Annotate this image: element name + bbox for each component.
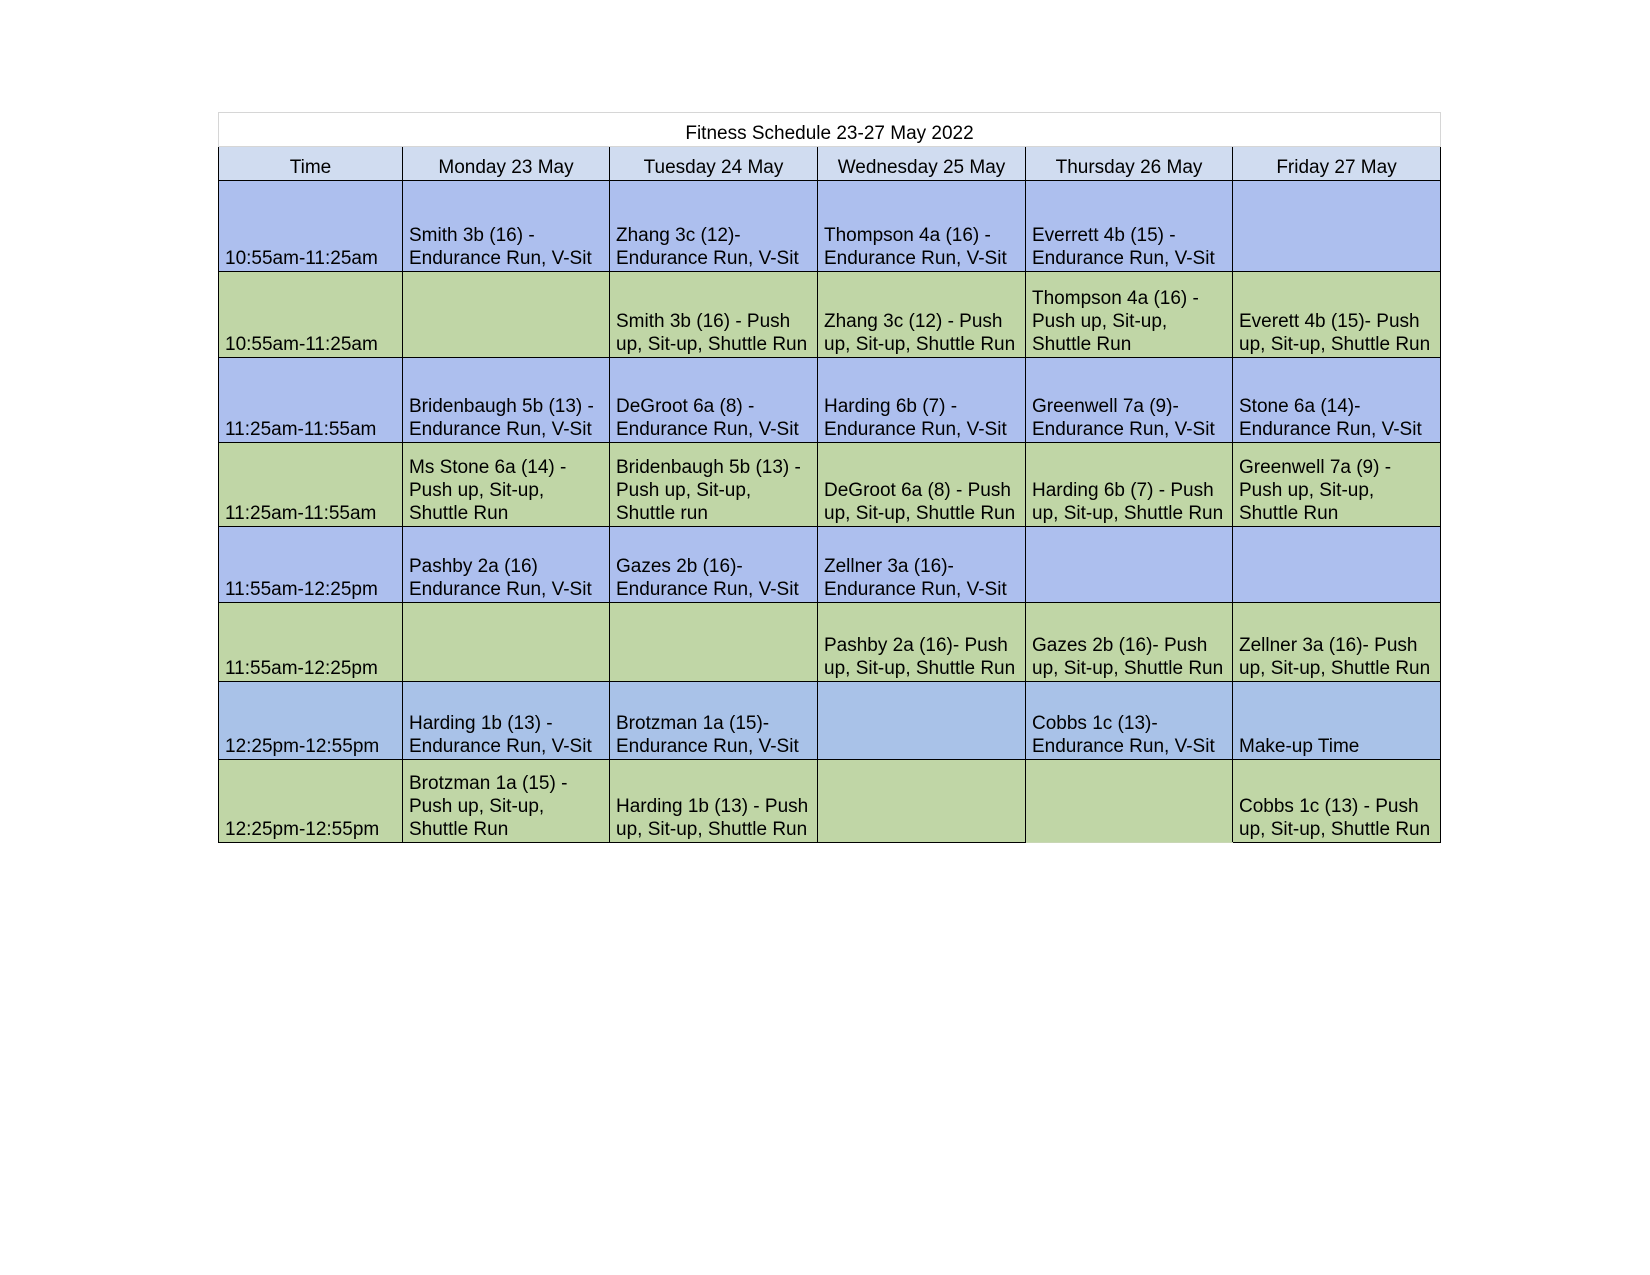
class-cell-tuesday: Bridenbaugh 5b (13) - Push up, Sit-up, Shuttle run [610, 443, 818, 527]
class-cell-monday: Bridenbaugh 5b (13) - Endurance Run, V-Sit [403, 358, 610, 443]
time-slot-cell: 11:25am-11:55am [219, 358, 403, 443]
class-cell-monday: Brotzman 1a (15) - Push up, Sit-up, Shuttle Run [403, 760, 610, 843]
class-cell-thursday: Gazes 2b (16)- Push up, Sit-up, Shuttle Run [1026, 603, 1233, 682]
class-cell-tuesday: Brotzman 1a (15)- Endurance Run, V-Sit [610, 682, 818, 760]
time-slot-cell: 12:25pm-12:55pm [219, 682, 403, 760]
class-cell-tuesday: Gazes 2b (16)- Endurance Run, V-Sit [610, 527, 818, 603]
class-cell-tuesday: Zhang 3c (12)- Endurance Run, V-Sit [610, 181, 818, 272]
class-cell-friday: Stone 6a (14)- Endurance Run, V-Sit [1233, 358, 1441, 443]
time-slot-cell: 10:55am-11:25am [219, 181, 403, 272]
class-cell-friday: Cobbs 1c (13) - Push up, Sit-up, Shuttle Run [1233, 760, 1441, 843]
class-cell-thursday: Harding 6b (7) - Push up, Sit-up, Shuttle Run [1026, 443, 1233, 527]
class-cell-thursday [1026, 527, 1233, 603]
column-header-thursday: Thursday 26 May [1026, 147, 1233, 181]
class-cell-tuesday [610, 603, 818, 682]
time-slot-cell: 12:25pm-12:55pm [219, 760, 403, 843]
class-cell-wednesday: Harding 6b (7) - Endurance Run, V-Sit [818, 358, 1026, 443]
class-cell-wednesday: Zhang 3c (12) - Push up, Sit-up, Shuttle Run [818, 272, 1026, 358]
class-cell-friday: Zellner 3a (16)- Push up, Sit-up, Shuttle Run [1233, 603, 1441, 682]
class-cell-monday: Harding 1b (13) - Endurance Run, V-Sit [403, 682, 610, 760]
time-slot-cell: 11:25am-11:55am [219, 443, 403, 527]
schedule-title: Fitness Schedule 23-27 May 2022 [219, 113, 1441, 147]
class-cell-thursday: Greenwell 7a (9)- Endurance Run, V-Sit [1026, 358, 1233, 443]
class-cell-friday: Everett 4b (15)- Push up, Sit-up, Shuttle Run [1233, 272, 1441, 358]
schedule-row [219, 443, 1441, 527]
class-cell-thursday: Thompson 4a (16) - Push up, Sit-up, Shuttle Run [1026, 272, 1233, 358]
column-header-friday: Friday 27 May [1233, 147, 1441, 181]
class-cell-wednesday: Zellner 3a (16)- Endurance Run, V-Sit [818, 527, 1026, 603]
class-cell-wednesday: Thompson 4a (16) - Endurance Run, V-Sit [818, 181, 1026, 272]
class-cell-monday: Smith 3b (16) - Endurance Run, V-Sit [403, 181, 610, 272]
header-row [219, 147, 1441, 181]
schedule-row [219, 682, 1441, 760]
time-slot-cell: 11:55am-12:25pm [219, 527, 403, 603]
class-cell-monday [403, 603, 610, 682]
column-header-time: Time [219, 147, 403, 181]
class-cell-friday [1233, 181, 1441, 272]
class-cell-wednesday: DeGroot 6a (8) - Push up, Sit-up, Shuttle Run [818, 443, 1026, 527]
class-cell-wednesday [818, 682, 1026, 760]
column-header-wednesday: Wednesday 25 May [818, 147, 1026, 181]
class-cell-thursday [1026, 760, 1233, 843]
title-row [219, 113, 1441, 147]
class-cell-tuesday: Smith 3b (16) - Push up, Sit-up, Shuttle Run [610, 272, 818, 358]
class-cell-wednesday [818, 760, 1026, 843]
time-slot-cell: 11:55am-12:25pm [219, 603, 403, 682]
column-header-monday: Monday 23 May [403, 147, 610, 181]
class-cell-thursday: Everrett 4b (15) - Endurance Run, V-Sit [1026, 181, 1233, 272]
class-cell-monday [403, 272, 610, 358]
schedule-row [219, 181, 1441, 272]
class-cell-friday: Greenwell 7a (9) - Push up, Sit-up, Shuttle Run [1233, 443, 1441, 527]
class-cell-monday: Pashby 2a (16) Endurance Run, V-Sit [403, 527, 610, 603]
class-cell-friday: Make-up Time [1233, 682, 1441, 760]
class-cell-friday [1233, 527, 1441, 603]
class-cell-monday: Ms Stone 6a (14) - Push up, Sit-up, Shuttle Run [403, 443, 610, 527]
fitness-schedule-table [218, 112, 1441, 843]
schedule-row [219, 603, 1441, 682]
schedule-body [219, 181, 1441, 843]
schedule-row [219, 358, 1441, 443]
class-cell-thursday: Cobbs 1c (13)- Endurance Run, V-Sit [1026, 682, 1233, 760]
time-slot-cell: 10:55am-11:25am [219, 272, 403, 358]
schedule-row [219, 760, 1441, 843]
class-cell-tuesday: DeGroot 6a (8) - Endurance Run, V-Sit [610, 358, 818, 443]
schedule-row [219, 272, 1441, 358]
column-header-tuesday: Tuesday 24 May [610, 147, 818, 181]
class-cell-tuesday: Harding 1b (13) - Push up, Sit-up, Shuttle Run [610, 760, 818, 843]
class-cell-wednesday: Pashby 2a (16)- Push up, Sit-up, Shuttle Run [818, 603, 1026, 682]
schedule-row [219, 527, 1441, 603]
